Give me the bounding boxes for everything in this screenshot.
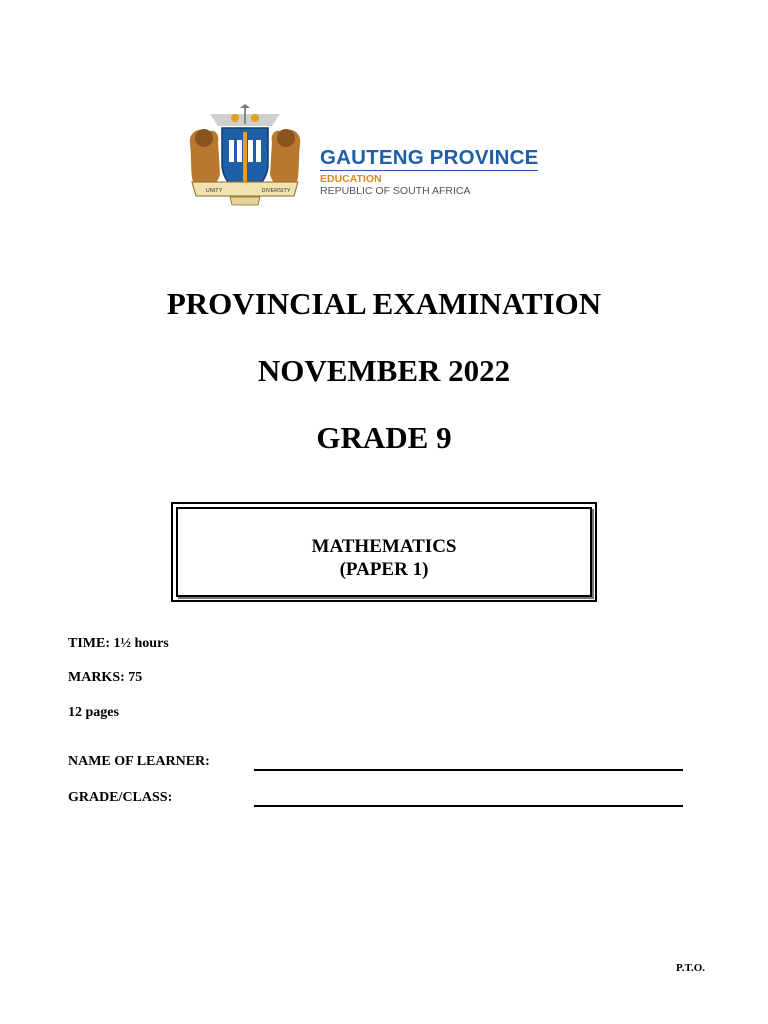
motto-right: DIVERSITY (261, 188, 291, 194)
marks-info: MARKS: 75 (68, 670, 143, 685)
exam-title: PROVINCIAL EXAMINATION (166, 286, 602, 321)
subject-name: MATHEMATICS (311, 536, 457, 557)
subject-paper: (PAPER 1) (339, 559, 429, 580)
logo-text-block (320, 147, 538, 197)
page-turn-note: P.T.O. (676, 962, 706, 974)
country-name: REPUBLIC OF SOUTH AFRICA (320, 185, 471, 197)
exam-date: NOVEMBER 2022 (257, 353, 511, 388)
grade-class-label: GRADE/CLASS: (68, 790, 173, 805)
department-name: EDUCATION (320, 173, 382, 185)
grade-class-line[interactable] (254, 805, 683, 807)
learner-name-label: NAME OF LEARNER: (68, 754, 210, 769)
learner-name-line[interactable] (254, 769, 683, 771)
subject-box (171, 502, 597, 602)
subject-box-inner (176, 507, 592, 597)
subject-block (178, 535, 590, 581)
time-info: TIME: 1½ hours (68, 636, 169, 651)
motto-left: UNITY (205, 188, 223, 194)
exam-grade: GRADE 9 (316, 420, 452, 455)
coat-of-arms-icon (180, 104, 310, 208)
gauteng-logo (180, 104, 550, 208)
province-name: GAUTENG PROVINCE (320, 146, 539, 169)
pages-info: 12 pages (68, 705, 119, 720)
